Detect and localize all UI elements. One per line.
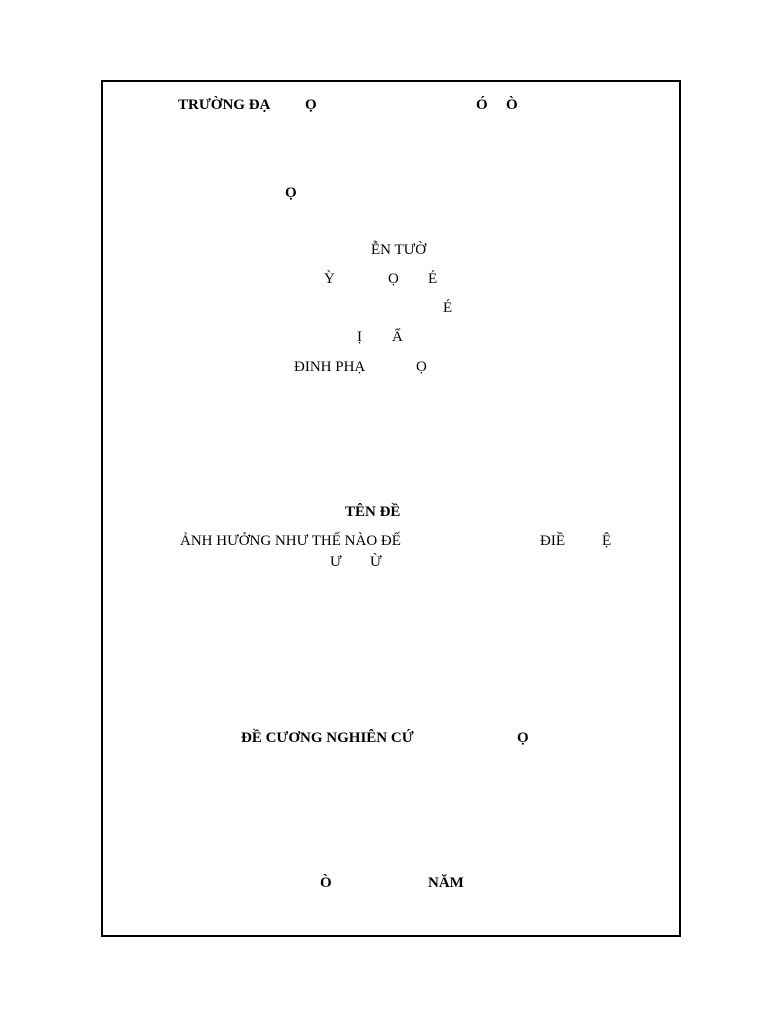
topic-title-part-3: Ệ — [602, 533, 612, 549]
university-name-fragment-2: Ọ — [305, 97, 317, 113]
author-line-2b: Ọ — [388, 271, 399, 287]
topic-title-line-2b: Ừ — [370, 554, 382, 570]
document-type-part-1: ĐỀ CƯƠNG NGHIÊN CỨ — [241, 730, 414, 746]
author-line-3: É — [443, 300, 453, 316]
header-right-fragment-2: Ò — [506, 97, 518, 113]
author-line-1: ỄN TƯỜ — [371, 242, 427, 258]
footer-year-label: NĂM — [428, 875, 464, 891]
footer-place-fragment: Ò — [320, 875, 332, 891]
author-line-5b: Ọ — [416, 359, 427, 375]
author-line-4a: Ị — [357, 329, 362, 345]
header-right-fragment-1: Ó — [476, 97, 488, 113]
author-line-4b: Ẩ — [392, 329, 403, 345]
document-type-part-2: Ọ — [517, 730, 529, 746]
author-line-2a: Ỳ — [324, 271, 335, 287]
faculty-line: Ọ — [285, 185, 297, 201]
topic-title-part-2: ĐIỀ — [540, 533, 565, 549]
topic-heading: TÊN ĐỀ — [345, 504, 401, 520]
author-line-2c: É — [428, 271, 438, 287]
university-name-fragment: TRƯỜNG ĐẠ — [178, 97, 271, 113]
topic-title-part-1: ẢNH HƯỞNG NHƯ THẾ NÀO ĐẾ — [180, 533, 401, 549]
topic-title-line-2a: Ư — [330, 554, 342, 570]
author-line-5a: ĐINH PHẠ — [294, 359, 366, 375]
